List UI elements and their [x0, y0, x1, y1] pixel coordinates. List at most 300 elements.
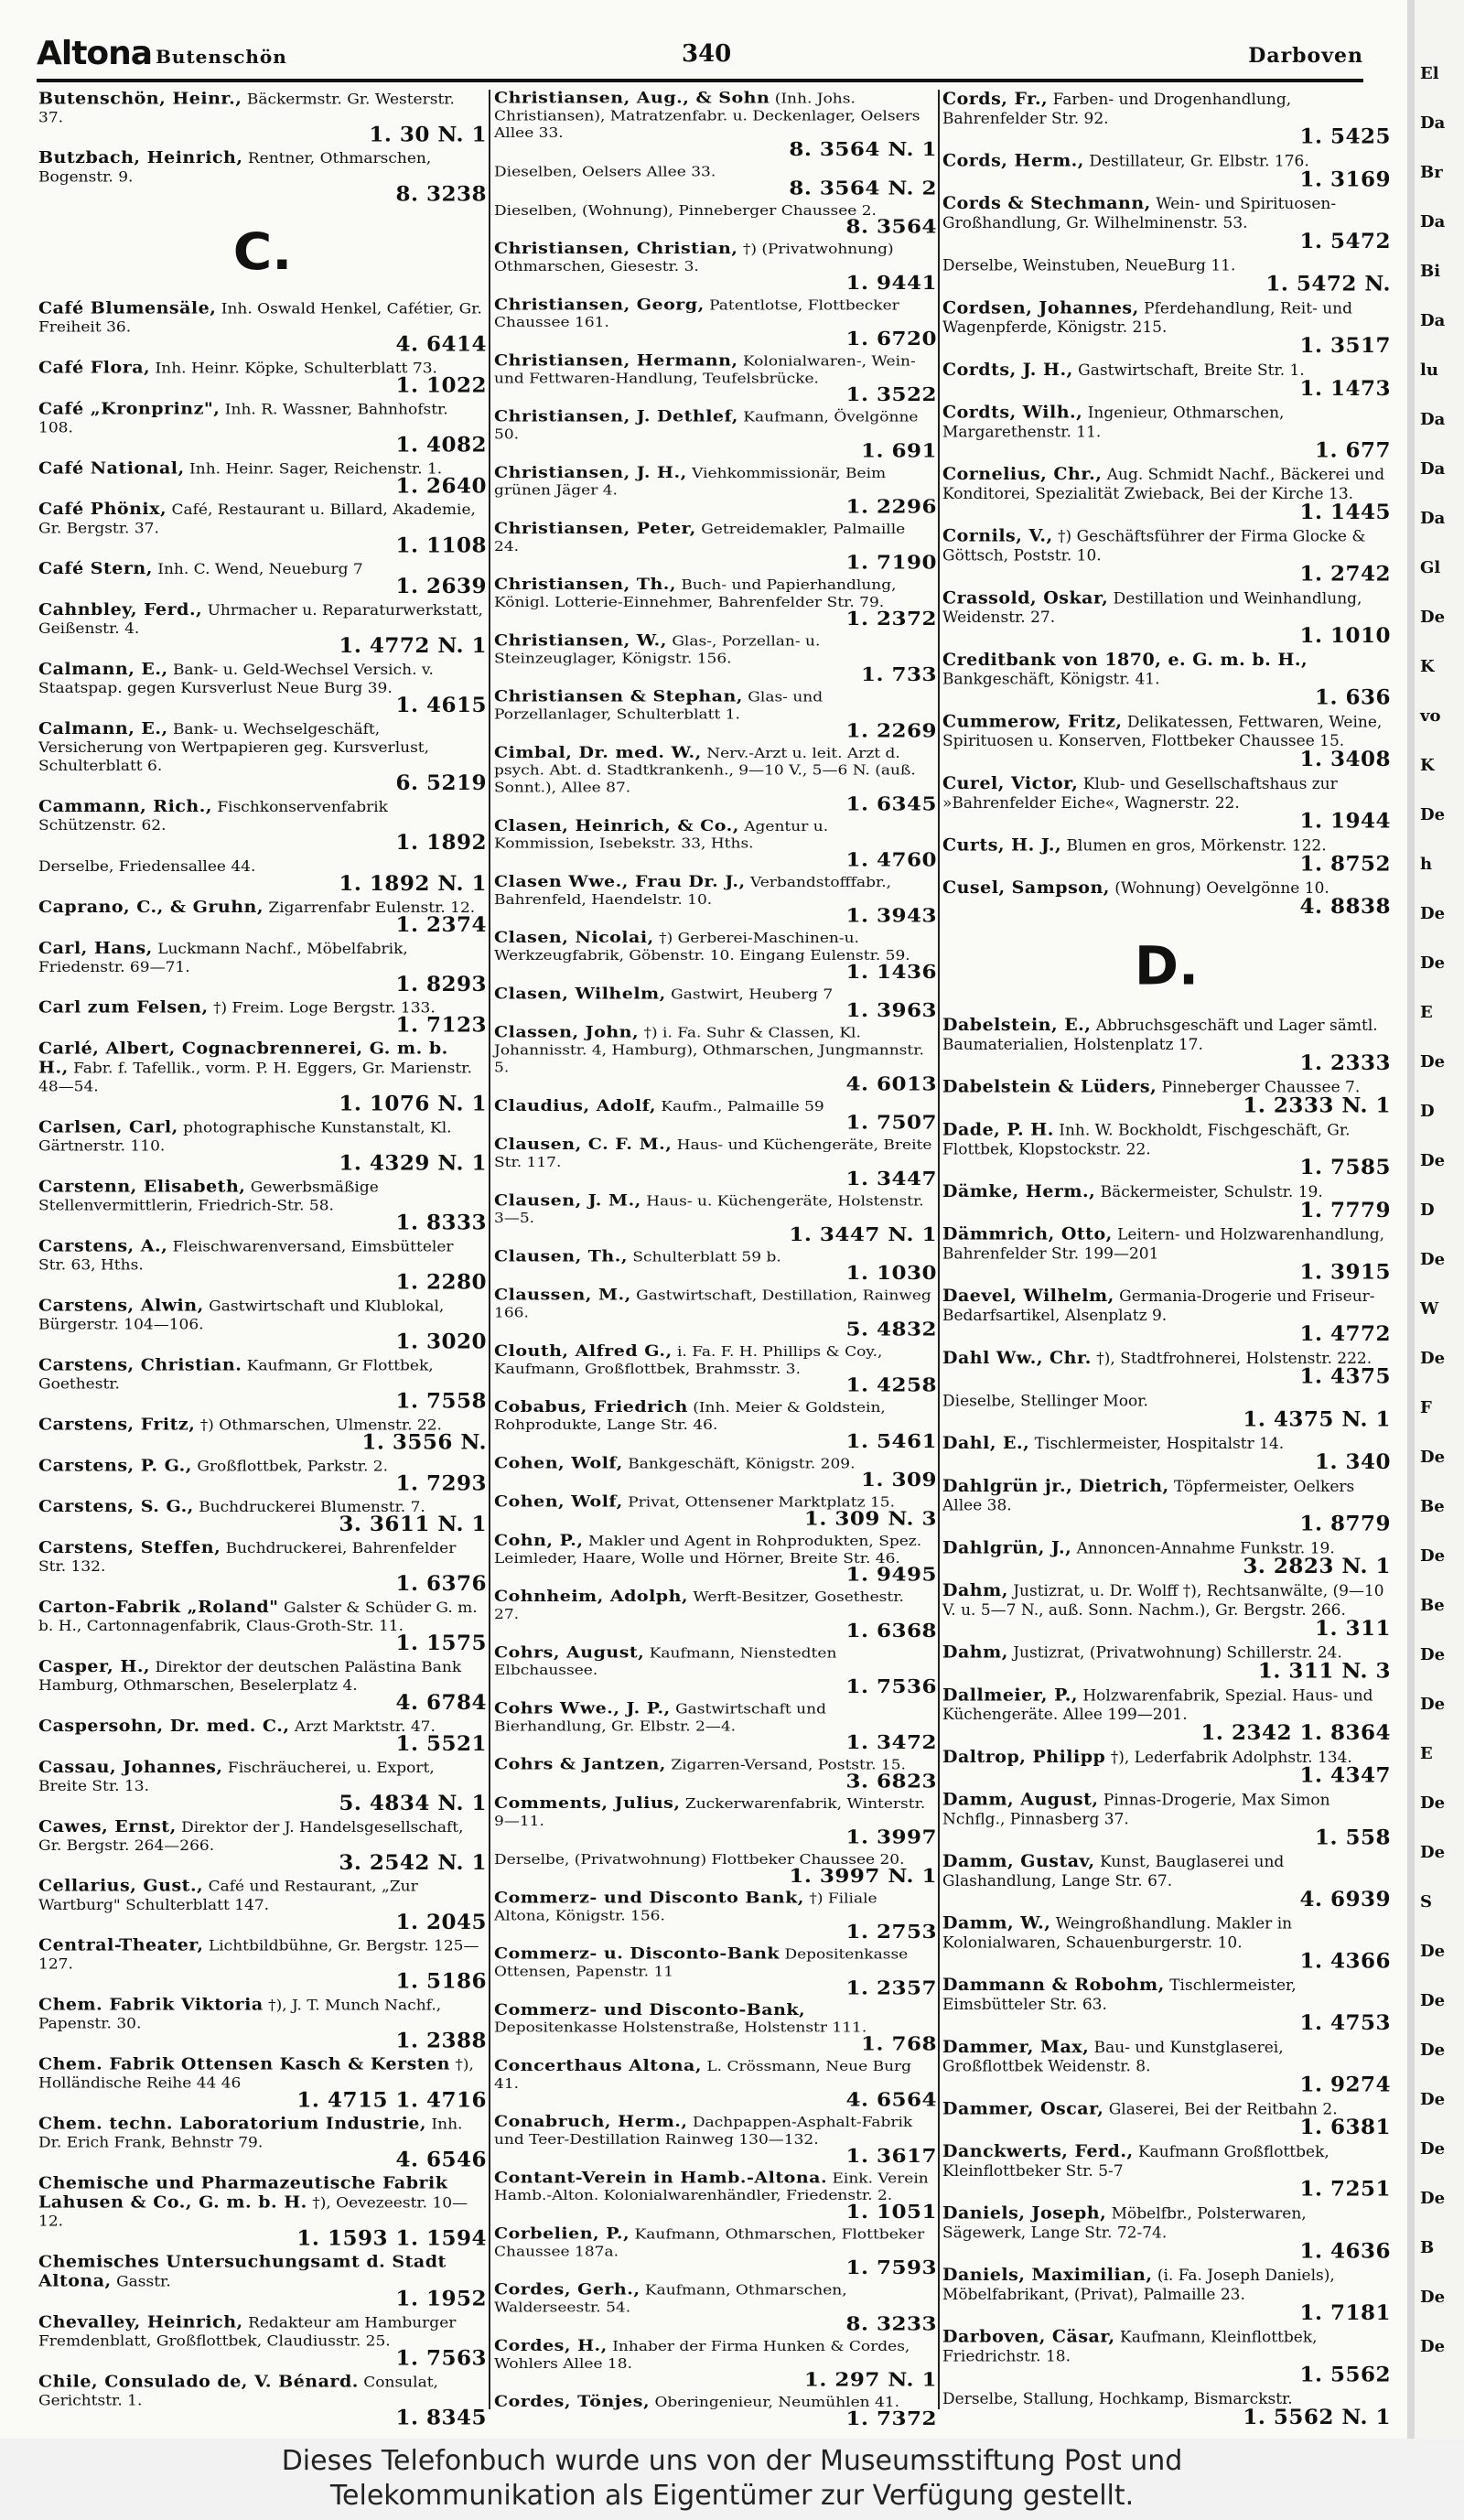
entry-phone-number: 1. 311 N. 3: [1257, 1658, 1391, 1684]
entry-description: Werft-Besitzer, Gosethestr. 27.: [494, 1588, 904, 1623]
entry-description: Bäckermeister, Schulstr. 19.: [1100, 1183, 1323, 1201]
entry-phone-number: 1. 2639: [395, 575, 487, 598]
entry-phone-number: 1. 7181: [1299, 2299, 1391, 2325]
entry-text: [494, 1343, 937, 1379]
entry-phone-number: 1. 2640: [395, 474, 487, 499]
entry-phone-number: 1. 4772 N. 1: [339, 634, 487, 658]
adjacent-page-fragment: Be: [1420, 1497, 1445, 1516]
entry-text: [942, 2266, 1391, 2305]
entry-description: Patentlotse, Flottbecker Chaussee 161.: [494, 296, 899, 331]
entry-phone-number: 1. 5186: [395, 1969, 487, 1994]
entry-text: [942, 712, 1391, 751]
entry-description: Gastwirtschaft und Bierhandlung, Gr. Elbstr. 2—4.: [494, 1700, 826, 1735]
entry-phone-number: 1. 3472: [845, 1731, 937, 1754]
directory-entry: [494, 1795, 937, 1848]
directory-entry: [942, 1225, 1391, 1284]
entry-text: [942, 1287, 1391, 1326]
entry-description: Dieselbe, Stellinger Moor.: [942, 1392, 1148, 1411]
directory-entry: [942, 361, 1391, 400]
directory-entry: [494, 1588, 937, 1642]
adjacent-page-fragment: De: [1420, 1448, 1446, 1467]
directory-entry: [494, 1756, 937, 1792]
entry-phone-number: 1. 4258: [845, 1373, 937, 1397]
entry-description: Depositenkasse Ottensen, Papenstr. 11: [494, 1946, 909, 1980]
entry-text: [942, 774, 1391, 813]
adjacent-page-fragment: El: [1420, 64, 1439, 83]
entry-phone-number: 1. 7585: [1299, 1155, 1391, 1180]
directory-entry: [38, 560, 487, 598]
entry-description: †) Gerberei-Maschinen-u. Werkzeugfabrik, Göbenstr. 10. Eingang Eulenstr. 59.: [494, 930, 910, 964]
entry-text: [942, 1225, 1391, 1265]
entry-description: Aug. Schmidt Nachf., Bäckerei und Konditorei, Spezialität Zwieback, Bei der Kirche 13.: [942, 466, 1385, 503]
directory-entry: [494, 2001, 937, 2054]
column-3: [942, 90, 1391, 2432]
footer-line-1: Dieses Telefonbuch wurde uns von der Museumsstiftung Post und: [281, 2445, 1183, 2477]
entry-phone-number: 1. 2045: [395, 1910, 487, 1934]
adjacent-page-fragment: Da: [1420, 410, 1446, 429]
entry-name: Cordsen, Johannes,: [942, 297, 1139, 318]
directory-entry: [494, 464, 937, 517]
entry-name: Dämmrich, Otto,: [942, 1223, 1113, 1244]
entry-description: Verbandstofffabr., Bahrenfeld, Haendelstr. 10.: [494, 874, 892, 909]
directory-entry: [942, 194, 1391, 253]
entry-description: Eink. Verein Hamb.-Alton. Kolonialwarenhändler, Friedenstr. 2.: [494, 2170, 929, 2204]
entry-text: [38, 501, 487, 538]
entry-phone-number: 1. 340: [1314, 1449, 1391, 1474]
entry-phone-number: 1. 3915: [1299, 1259, 1391, 1285]
entry-name: Clasen Wwe., Frau Dr. J.,: [494, 872, 746, 891]
adjacent-page-fragment: De: [1420, 1349, 1446, 1368]
entry-text: [942, 1121, 1391, 1160]
entry-description: Germania-Drogerie und Friseur-Bedarfsartikel, Alsenplatz 9.: [942, 1287, 1375, 1326]
entry-name: Casper, H.,: [38, 1656, 151, 1676]
directory-entry: [942, 1078, 1391, 1117]
column-1: [38, 90, 487, 2432]
entry-text: [494, 874, 937, 910]
directory-entry: [942, 1791, 1391, 1849]
entry-name: Cohrs Wwe., J. P.,: [494, 1699, 671, 1718]
entry-phone-number: 1. 2269: [845, 719, 937, 742]
entry-name: Cords, Fr.,: [942, 89, 1049, 109]
adjacent-page-fragment: D: [1420, 1201, 1435, 1220]
adjacent-page-fragment: E: [1420, 1003, 1433, 1022]
entry-text: [494, 1644, 937, 1680]
entry-name: Café National,: [38, 458, 185, 479]
entry-name: Café „Kronprinz",: [38, 399, 221, 419]
entry-description: Direktor der J. Handelsgesellschaft, Gr. Bergstr. 264—266.: [38, 1818, 464, 1855]
entry-description: †) Freim. Loge Bergstr. 133.: [212, 999, 436, 1018]
entry-name: Dahl Ww., Chr.: [942, 1347, 1092, 1368]
entry-description: Gastwirt, Heuberg 7: [671, 985, 834, 1003]
entry-name: Cordts, Wilh.,: [942, 402, 1083, 423]
entry-name: Cohen, Wolf,: [494, 1454, 623, 1472]
entry-text: [942, 298, 1391, 338]
directory-entry: [942, 1581, 1391, 1640]
directory-entry: [38, 661, 487, 716]
entry-name: Cusel, Sampson,: [942, 878, 1110, 899]
entry-phone-number: 1. 3517: [1299, 333, 1391, 359]
directory-entry: [494, 874, 937, 927]
adjacent-page-fragment: De: [1420, 2139, 1446, 2159]
entry-text: [494, 2170, 937, 2205]
directory-entry: [38, 459, 487, 497]
entry-name: Cammann, Rich.,: [38, 796, 212, 816]
entry-text: [494, 1024, 937, 1077]
entry-phone-number: 8. 3238: [395, 182, 487, 207]
directory-entry: [942, 1643, 1391, 1683]
entry-name: Carstens, P. G.,: [38, 1456, 192, 1476]
entry-name: Clausen, C. F. M.,: [494, 1135, 673, 1154]
entry-description: †), Oevezeestr. 10—12.: [38, 2194, 468, 2231]
entry-phone-number: 1. 4375: [1299, 1363, 1391, 1389]
directory-entry: [38, 1817, 487, 1873]
adjacent-page-fragment: W: [1420, 1299, 1439, 1319]
entry-description: Rentner, Othmarschen, Bogenstr. 9.: [38, 149, 432, 187]
entry-phone-number: 1. 5562 N. 1: [1243, 2405, 1391, 2430]
entry-name: Cohrs, August,: [494, 1642, 645, 1662]
entry-description: Lichtbildbühne, Gr. Bergstr. 125—127.: [38, 1937, 479, 1974]
entry-phone-number: 1. 2742: [1299, 561, 1391, 587]
directory-entry: [38, 857, 487, 895]
directory-entry: [38, 998, 487, 1036]
entry-phone-number: 1. 1010: [1299, 623, 1391, 648]
entry-phone-number: 1. 3963: [845, 999, 937, 1022]
entry-phone-number: 1. 1892: [395, 831, 487, 855]
directory-entry: [38, 939, 487, 995]
entry-description: Derselbe, Stallung, Hochkamp, Bismarckstr.: [942, 2390, 1293, 2409]
directory-entry: [494, 1287, 937, 1340]
directory-entry: [942, 1976, 1391, 2034]
entry-name: Conabruch, Herm.,: [494, 2112, 688, 2131]
header-city: Altona: [37, 35, 153, 72]
entry-name: Chemisches Untersuchungsamt d. Stadt Altona,: [38, 2252, 447, 2291]
entry-text: [494, 2114, 937, 2149]
entry-name: Christiansen, J. H.,: [494, 463, 687, 482]
directory-entry: [942, 527, 1391, 586]
entry-phone-number: 1. 3556 N.: [361, 1430, 487, 1455]
entry-description: Kolonialwaren-, Wein- und Fettwaren-Handlung, Teufelsbrücke.: [494, 352, 916, 387]
entry-name: Cordes, H.,: [494, 2336, 608, 2355]
directory-entry: [494, 632, 937, 685]
directory-entry: [942, 256, 1391, 296]
entry-phone-number: 1. 2388: [395, 2029, 487, 2053]
entry-description: Café, Restaurant u. Billard, Akademie, Gr. Bergstr. 37.: [38, 501, 476, 538]
directory-entry: [38, 1297, 487, 1352]
entry-description: Redakteur am Hamburger Fremdenblatt, Großflottbek, Claudiusstr. 25.: [38, 2314, 457, 2351]
entry-phone-number: 1. 5472 N.: [1265, 271, 1391, 296]
entry-phone-number: 1. 3408: [1299, 747, 1391, 772]
entry-phone-number: 1. 1944: [1299, 808, 1391, 834]
entry-name: Cordes, Tönjes,: [494, 2392, 651, 2411]
entry-description: Buch- und Papierhandlung, Königl. Lotterie-Einnehmer, Bahrenfelder Str. 79.: [494, 576, 897, 611]
adjacent-page-fragment: K: [1420, 756, 1435, 775]
directory-entry: [942, 90, 1391, 148]
directory-entry: [38, 359, 487, 396]
entry-description: †) i. Fa. Suhr & Classen, Kl. Johannisstr. 4, Hamburg), Othmarschen, Jungmannstr. 5.: [494, 1025, 924, 1076]
entry-phone-number: 1. 2374: [395, 912, 487, 937]
entry-text: [38, 1658, 487, 1696]
entry-description: Zigarren-Versand, Poststr. 15.: [671, 1757, 906, 1774]
entry-phone-number: 1. 2372: [845, 607, 937, 630]
entry-phone-number: 1. 309: [860, 1469, 937, 1492]
adjacent-page-fragment: Br: [1420, 163, 1443, 182]
adjacent-page-fragment: E: [1420, 1744, 1433, 1763]
directory-entry: [494, 1024, 937, 1093]
entry-description: Gastwirtschaft, Destillation, Rainweg 166.: [494, 1287, 931, 1322]
entry-phone-number: 1. 7293: [395, 1471, 487, 1495]
entry-phone-number: 1. 2753: [845, 1921, 937, 1944]
adjacent-page-fragment: S: [1420, 1892, 1432, 1912]
entry-phone-number: 1. 9441: [845, 271, 937, 295]
entry-text: [494, 2001, 937, 2037]
entry-phone-number: 1. 3169: [1299, 167, 1391, 192]
entry-text: [494, 2281, 937, 2317]
entry-name: Curel, Victor,: [942, 773, 1079, 793]
directory-entry: [942, 1287, 1391, 1345]
entry-name: Café Stern,: [38, 558, 153, 578]
entry-phone-number: 1. 1952: [395, 2287, 487, 2311]
entry-text: [494, 1532, 937, 1567]
entry-text: [494, 1192, 937, 1228]
adjacent-page-fragment: De: [1420, 2090, 1446, 2109]
entry-description: Fleischwarenversand, Eimsbütteler Str. 63, Hths.: [38, 1238, 454, 1275]
entry-phone-number: 1. 4636: [1299, 2238, 1391, 2264]
entry-description: Haus- u. Küchengeräte, Holstenstr. 3—5.: [494, 1192, 924, 1227]
directory-entry: [38, 1416, 487, 1453]
directory-entry: [494, 2338, 937, 2391]
entry-name: Cahnbley, Ferd.,: [38, 599, 203, 619]
adjacent-page-fragment: F: [1420, 1398, 1432, 1417]
entry-phone-number: 1. 6381: [1299, 2115, 1391, 2140]
entry-phone-number: 1. 309 N. 3: [803, 1507, 937, 1530]
directory-entry: [38, 1457, 487, 1494]
entry-name: Crassold, Oskar,: [942, 587, 1109, 608]
entry-description: Kaufmann, Nienstedten Elbchaussee.: [494, 1644, 837, 1679]
entry-description: †) Filiale Altona, Königstr. 156.: [494, 1890, 877, 1924]
entry-phone-number: 1. 4772: [1299, 1321, 1391, 1346]
entry-name: Claussen, M.,: [494, 1286, 631, 1305]
entry-description: Inhaber der Firma Hunken & Cordes, Wohlers Allee 18.: [494, 2338, 910, 2373]
entry-description: †) Geschäftsführer der Firma Glocke & Göttsch, Poststr. 10.: [942, 527, 1366, 565]
directory-entry: [38, 2055, 487, 2111]
entry-description: Kaufmann, Gr Flottbek, Goethestr.: [38, 1357, 434, 1394]
directory-entry: [38, 1237, 487, 1293]
directory-entry: [494, 1248, 937, 1284]
entry-name: Dahm,: [942, 1580, 1008, 1601]
entry-description: Klub- und Gesellschaftshaus zur »Bahrenfelder Eiche«, Wagnerstr. 22.: [942, 775, 1338, 813]
entry-text: [494, 576, 937, 612]
entry-description: Schulterblatt 59 b.: [632, 1248, 781, 1265]
entry-description: Kaufm., Palmaille 59: [661, 1098, 824, 1115]
directory-entry: [942, 1685, 1391, 1744]
entry-name: Butenschön, Heinr.,: [38, 89, 242, 109]
adjacent-page-fragment: h: [1420, 855, 1433, 874]
directory-entry: [942, 2266, 1391, 2324]
adjacent-page-fragment: De: [1420, 608, 1446, 627]
adjacent-page-fragment: lu: [1420, 361, 1438, 380]
directory-entry: [942, 1182, 1391, 1222]
entry-text: [494, 1136, 937, 1172]
adjacent-page-fragment: De: [1420, 953, 1446, 973]
entry-description: †), Stadtfrohnerei, Holstenstr. 222.: [1096, 1349, 1372, 1368]
entry-text: [942, 1976, 1391, 2015]
entry-name: Calmann, E.,: [38, 659, 168, 679]
adjacent-page-fragment: Da: [1420, 311, 1446, 330]
entry-description: Delikatessen, Fettwaren, Weine, Spirituosen u. Konserven, Flottbeker Chaussee 15.: [942, 713, 1383, 751]
entry-name: Carlsen, Carl,: [38, 1117, 178, 1137]
entry-name: Café Flora,: [38, 358, 151, 378]
entry-name: Carl, Hans,: [38, 938, 153, 958]
directory-entry: [942, 1748, 1391, 1787]
entry-text: [38, 1996, 487, 2033]
entry-description: Kaufmann, Othmarschen, Flottbeker Chaussee 187a.: [494, 2226, 925, 2260]
directory-entry: [38, 1498, 487, 1535]
entry-description: Privat, Ottensener Marktplatz 15.: [628, 1494, 896, 1512]
entry-name: Cohen, Wolf,: [494, 1492, 623, 1512]
entry-phone-number: 4. 6564: [845, 2088, 937, 2112]
entry-text: [38, 149, 487, 187]
entry-phone-number: 1. 4347: [1299, 1762, 1391, 1788]
entry-name: Cordes, Gerh.,: [494, 2280, 640, 2299]
entry-text: [494, 1700, 937, 1736]
entry-text: [494, 744, 937, 797]
adjacent-page-fragment: De: [1420, 1645, 1446, 1664]
directory-entry: [494, 1192, 937, 1245]
entry-description: Inh. Heinr. Köpke, Schulterblatt 73.: [155, 360, 437, 378]
entry-text: [494, 1795, 937, 1831]
directory-entry: [942, 774, 1391, 833]
entry-phone-number: 1. 4375 N. 1: [1243, 1406, 1391, 1432]
directory-entry: [38, 501, 487, 556]
entry-text: [38, 601, 487, 639]
entry-phone-number: 1. 7190: [845, 551, 937, 575]
entry-text: [494, 90, 937, 143]
entry-name: Dallmeier, P.,: [942, 1685, 1078, 1706]
entry-phone-number: 8. 3564 N. 1: [789, 138, 937, 161]
entry-text: [494, 521, 937, 556]
column-2: [494, 90, 937, 2432]
entry-phone-number: 3. 2823 N. 1: [1243, 1554, 1391, 1579]
directory-entry: [494, 1700, 937, 1753]
adjacent-page-fragment: D: [1420, 1102, 1435, 1121]
entry-text: [942, 2328, 1391, 2367]
directory-entry: [494, 1399, 937, 1452]
entry-description: Depositenkasse Holstenstraße, Holstenstr 111.: [494, 2019, 867, 2037]
entry-phone-number: 3. 2542 N. 1: [339, 1850, 487, 1875]
entry-description: Uhrmacher u. Reparaturwerkstatt, Geißenstr. 4.: [38, 601, 483, 638]
directory-entry: [494, 1097, 937, 1133]
directory-entry: [942, 1914, 1391, 1973]
entry-description: Ingenieur, Othmarschen, Margarethenstr. 11.: [942, 404, 1285, 442]
entry-description: Buchdruckerei Blumenstr. 7.: [199, 1498, 425, 1516]
entry-phone-number: 1. 3020: [395, 1330, 487, 1354]
adjacent-page-fragment: De: [1420, 1843, 1446, 1862]
entry-description: (Wohnung) Oevelgönne 10.: [1114, 879, 1329, 899]
entry-phone-number: 1. 297 N. 1: [803, 2368, 937, 2392]
adjacent-page-fragment: De: [1420, 1250, 1446, 1269]
directory-entry: [942, 404, 1391, 462]
entry-description: Fischkonservenfabrik Schützenstr. 62.: [38, 798, 388, 835]
entry-phone-number: 1. 8293: [395, 972, 487, 996]
entry-phone-number: 1. 691: [860, 439, 937, 462]
entry-text: [942, 465, 1391, 504]
directory-entry: [494, 1493, 937, 1529]
entry-description: Galster & Schüder G. m. b. H., Cartonnagenfabrik, Claus-Groth-Str. 11.: [38, 1599, 478, 1635]
entry-description: Annoncen-Annahme Funkstr. 19.: [1076, 1539, 1335, 1558]
entry-name: Classen, John,: [494, 1023, 640, 1042]
directory-entry: [494, 521, 937, 574]
adjacent-page-fragment: De: [1420, 1695, 1446, 1714]
entry-text: [942, 1477, 1391, 1516]
entry-name: Chem. Fabrik Viktoria: [38, 1995, 264, 2015]
entry-phone-number: 1. 7507: [845, 1111, 937, 1134]
entry-text: [38, 1877, 487, 1914]
entry-description: Pinnas-Drogerie, Max Simon Nchflg., Pinnasberg 37.: [942, 1791, 1330, 1829]
directory-entry: [942, 298, 1391, 357]
entry-description: Agentur u. Kommission, Isebekstr. 33, Hths.: [494, 818, 829, 853]
entry-name: Dabelstein & Lüders,: [942, 1076, 1157, 1097]
entry-name: Cassau, Johannes,: [38, 1757, 223, 1777]
entry-name: Butzbach, Heinrich,: [38, 148, 243, 168]
adjacent-page-fragment: De: [1420, 2337, 1446, 2356]
entry-name: Christiansen, Hermann,: [494, 351, 738, 370]
page-edge: [1407, 0, 1415, 2439]
directory-entry: [494, 576, 937, 630]
entry-description: Kaufmann Großflottbek, Kleinflottbeker Str. 5-7: [942, 2143, 1329, 2181]
entry-phone-number: 1. 4329 N. 1: [339, 1151, 487, 1176]
entry-phone-number: 1. 8779: [1299, 1511, 1391, 1536]
entry-name: Daevel, Wilhelm,: [942, 1286, 1114, 1307]
entry-description: Bankgeschäft, Königstr. 209.: [628, 1455, 856, 1472]
directory-entry: [942, 651, 1391, 709]
entry-phone-number: 1. 7558: [395, 1389, 487, 1414]
entry-name: Cohn, P.,: [494, 1531, 584, 1550]
directory-entry: [494, 1532, 937, 1585]
entry-description: Nerv.-Arzt u. leit. Arzt d. psych. Abt. d. Stadtkrankenh., 9—10 V., 5—6 N. (auß. Sonnt.), Allee 87.: [494, 745, 916, 797]
entry-name: Daltrop, Philipp: [942, 1746, 1106, 1767]
section-heading: D.: [1134, 934, 1200, 997]
entry-name: Daniels, Joseph,: [942, 2202, 1107, 2224]
adjacent-page-fragment: De: [1420, 805, 1446, 824]
entry-text: [494, 2338, 937, 2374]
entry-phone-number: 1. 5521: [395, 1731, 487, 1756]
entry-text: [942, 1581, 1391, 1621]
entry-phone-number: 1. 1892 N. 1: [339, 871, 487, 896]
entry-phone-number: 1. 1051: [845, 2201, 937, 2224]
entry-name: Cimbal, Dr. med. W.,: [494, 743, 702, 762]
directory-entry: [494, 201, 937, 237]
directory-entry: [942, 878, 1391, 918]
entry-phone-number: 1. 6376: [395, 1572, 487, 1596]
entry-name: Commerz- u. Disconto-Bank: [494, 1944, 780, 1964]
entry-description: Tischlermeister, Hospitalstr 14.: [1034, 1435, 1285, 1454]
directory-entry: [38, 90, 487, 145]
entry-phone-number: 1. 7563: [395, 2346, 487, 2371]
entry-description: Kunst, Bauglaserei und Glashandlung, Lange Str. 67.: [942, 1853, 1285, 1890]
header-rule: [37, 79, 1363, 82]
directory-entry: [942, 1121, 1391, 1179]
directory-entry: [494, 1945, 937, 1998]
entry-description: Bank- u. Geld-Wechsel Versich. v. Staatspap. gegen Kursverlust Neue Burg 39.: [38, 661, 434, 697]
entry-name: Dammer, Max,: [942, 2036, 1090, 2057]
footer-line-2: Telekommunikation als Eigentümer zur Verfügung gestellt.: [329, 2480, 1135, 2512]
entry-phone-number: 1. 1593 1. 1594: [296, 2226, 487, 2251]
directory-entry: [38, 2313, 487, 2369]
entry-description: †) (Privatwohnung) Othmarschen, Giesestr. 3.: [494, 241, 894, 275]
directory-entry: [942, 2389, 1391, 2428]
entry-name: Daniels, Maximilian,: [942, 2265, 1153, 2286]
entry-name: Chem. Fabrik Ottensen Kasch & Kersten: [38, 2054, 450, 2074]
